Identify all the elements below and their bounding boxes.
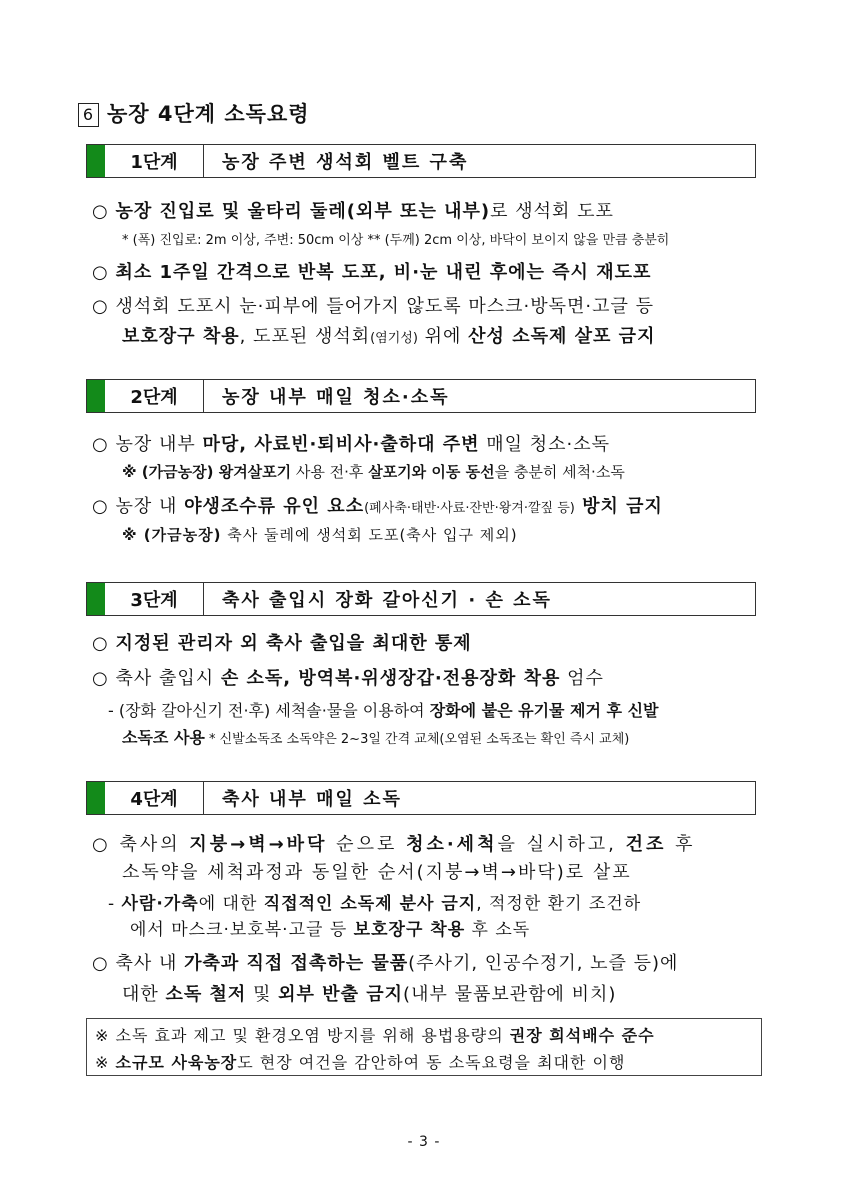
text: 위에 bbox=[417, 326, 469, 347]
text-bold: 외부 반출 금지 bbox=[278, 984, 404, 1005]
text: 엄수 bbox=[560, 668, 604, 689]
step-3-header bbox=[86, 582, 756, 616]
text: 농장 내 bbox=[115, 496, 185, 517]
step-2-header bbox=[86, 379, 756, 413]
text-bold: 권장 희석배수 준수 bbox=[509, 1026, 655, 1045]
step-2-note-1 bbox=[122, 461, 625, 482]
step-title: 축사 출입시 장화 갈아신기 · 손 소독 bbox=[222, 590, 552, 611]
step-2-line-1 bbox=[92, 430, 610, 456]
text: , 적정한 환기 조건하 bbox=[476, 894, 642, 914]
step-marker bbox=[87, 380, 105, 412]
step-1-footnote: * (폭) 진입로: 2m 이상, 주변: 50cm 이상 ** (두께) 2cm 이상, 바닥이 보이지 않을 만큼 충분히 bbox=[122, 233, 670, 248]
step-label: 3단계 bbox=[105, 583, 204, 615]
step-marker bbox=[87, 583, 105, 615]
text-bold: 지정된 관리자 외 축사 출입을 최대한 통제 bbox=[115, 633, 472, 654]
step-1-header bbox=[86, 144, 756, 178]
step-4-line-2: 소독약을 세척과정과 동일한 순서(지붕→벽→바닥)로 살포 bbox=[122, 862, 632, 883]
step-1-line-3 bbox=[92, 258, 651, 284]
text: 을 충분히 세척·소독 bbox=[494, 463, 625, 481]
bullet: ○ bbox=[92, 434, 109, 455]
text-bold: 보호장구 착용 bbox=[122, 326, 240, 347]
notes-box bbox=[86, 1018, 762, 1076]
text: (내부 물품보관함에 비치) bbox=[403, 984, 617, 1005]
step-label: 1단계 bbox=[105, 145, 204, 177]
text: 에서 마스크·보호복·고글 등 bbox=[130, 920, 354, 940]
step-4-line-4 bbox=[130, 915, 530, 940]
note-1 bbox=[95, 1023, 655, 1046]
text-bold: 농장 진입로 및 울타리 둘레(외부 또는 내부) bbox=[115, 201, 491, 222]
bullet: ○ bbox=[92, 633, 109, 654]
text: ※ bbox=[95, 1053, 116, 1072]
text-bold: 방치 금지 bbox=[574, 496, 663, 517]
step-1-line-1 bbox=[92, 197, 614, 223]
note-2 bbox=[95, 1050, 625, 1073]
text-bold: 가축과 직접 접촉하는 물품 bbox=[184, 953, 409, 974]
text-bold: 야생조수류 유인 요소 bbox=[184, 496, 365, 517]
bullet: ○ bbox=[92, 201, 109, 222]
text: - bbox=[108, 894, 122, 914]
text-small: * 신발소독조 소독약은 2~3일 간격 교체(오염된 소독조는 확인 즉시 교체) bbox=[204, 732, 630, 747]
step-4-line-3 bbox=[108, 889, 641, 914]
bullet: ○ bbox=[92, 496, 109, 517]
section-number: 6 bbox=[78, 103, 99, 127]
text-bold: 직접적인 소독제 분사 금지 bbox=[263, 894, 477, 914]
page-number: - 3 - bbox=[407, 1134, 441, 1150]
bullet: ○ bbox=[92, 953, 109, 974]
step-2-line-3 bbox=[92, 492, 663, 518]
text: , 도포된 생석회 bbox=[239, 326, 371, 347]
text: 도 현장 여건을 감안하여 동 소독요령을 최대한 이행 bbox=[237, 1053, 626, 1072]
step-4-header bbox=[86, 781, 756, 815]
text-small: (폐사축·태반·사료·잔반·왕겨·깔짚 등) bbox=[364, 501, 575, 516]
text: 후 bbox=[666, 834, 696, 855]
step-4-line-1 bbox=[92, 830, 695, 856]
text-bold: 소규모 사육농장 bbox=[115, 1053, 238, 1072]
text-bold: 산성 소독제 살포 금지 bbox=[468, 326, 656, 347]
text-small: (염기성) bbox=[370, 331, 418, 346]
step-marker bbox=[87, 782, 105, 814]
text-bold: 지붕→벽→바닥 bbox=[189, 834, 328, 855]
text-bold: 소독조 사용 bbox=[122, 728, 205, 747]
text-bold: 마당, 사료빈·퇴비사·출하대 주변 bbox=[202, 434, 480, 455]
text: 사용 전·후 bbox=[291, 463, 369, 481]
text-bold: 사람·가축 bbox=[121, 894, 199, 914]
text: 매일 청소·소독 bbox=[479, 434, 611, 455]
text: 을 실시하고, bbox=[497, 834, 626, 855]
text: 축사 출입시 bbox=[115, 668, 221, 689]
text: 후 소독 bbox=[465, 920, 531, 940]
step-3-line-4 bbox=[122, 725, 629, 748]
step-3-line-3 bbox=[108, 698, 658, 721]
step-3-line-2 bbox=[92, 664, 604, 690]
text-bold: 건조 bbox=[625, 834, 667, 855]
step-1-line-4 bbox=[92, 292, 654, 318]
text: 및 bbox=[246, 984, 279, 1005]
text: 에 대한 bbox=[198, 894, 264, 914]
text: 축사 내 bbox=[115, 953, 185, 974]
text-bold: 청소·세척 bbox=[406, 834, 498, 855]
text: 대한 bbox=[122, 984, 166, 1005]
text: 순으로 bbox=[327, 834, 407, 855]
step-label: 4단계 bbox=[105, 782, 204, 814]
text: 로 생석회 도포 bbox=[490, 201, 614, 222]
section-title-text: 농장 4단계 소독요령 bbox=[107, 102, 310, 126]
bullet: ○ bbox=[92, 262, 109, 283]
text-bold: 손 소독, 방역복·위생장갑·전용장화 착용 bbox=[220, 668, 561, 689]
text-bold: 보호장구 착용 bbox=[353, 920, 466, 940]
step-3-line-1 bbox=[92, 629, 472, 655]
step-title: 농장 주변 생석회 벨트 구축 bbox=[222, 152, 469, 173]
step-marker bbox=[87, 145, 105, 177]
bullet: ○ bbox=[92, 296, 109, 317]
text-bold: ※ (가금농장) 왕겨살포기 bbox=[122, 463, 292, 481]
bullet: ○ bbox=[92, 834, 111, 855]
text: 농장 내부 bbox=[115, 434, 203, 455]
step-4-line-6 bbox=[122, 980, 616, 1006]
text: 축사의 bbox=[119, 834, 190, 855]
step-2-note-2 bbox=[122, 524, 518, 545]
text: ※ 소독 효과 제고 및 환경오염 방지를 위해 용법용량의 bbox=[95, 1026, 510, 1045]
step-title: 농장 내부 매일 청소·소독 bbox=[222, 387, 450, 408]
section-title bbox=[78, 98, 310, 128]
text-bold: 장화에 붙은 유기물 제거 후 신발 bbox=[429, 701, 659, 720]
step-label: 2단계 bbox=[105, 380, 204, 412]
bullet: ○ bbox=[92, 668, 109, 689]
step-4-line-5 bbox=[92, 949, 678, 975]
step-title: 축사 내부 매일 소독 bbox=[222, 789, 402, 810]
text-bold: 최소 1주일 간격으로 반복 도포, 비·눈 내린 후에는 즉시 재도포 bbox=[115, 262, 652, 283]
text: 생석회 도포시 눈·피부에 들어가지 않도록 마스크·방독면·고글 등 bbox=[115, 296, 655, 317]
text-bold: 살포기와 이동 동선 bbox=[368, 463, 495, 481]
text-bold: 소독 철저 bbox=[165, 984, 247, 1005]
text-bold: ※ (가금농장) bbox=[122, 526, 222, 544]
text: - (장화 갈아신기 전·후) 세척솔·물을 이용하여 bbox=[108, 701, 430, 720]
text: (주사기, 인공수정기, 노즐 등)에 bbox=[408, 953, 679, 974]
step-1-line-5 bbox=[122, 322, 655, 348]
text: 축사 둘레에 생석회 도포(축사 입구 제외) bbox=[221, 526, 518, 544]
